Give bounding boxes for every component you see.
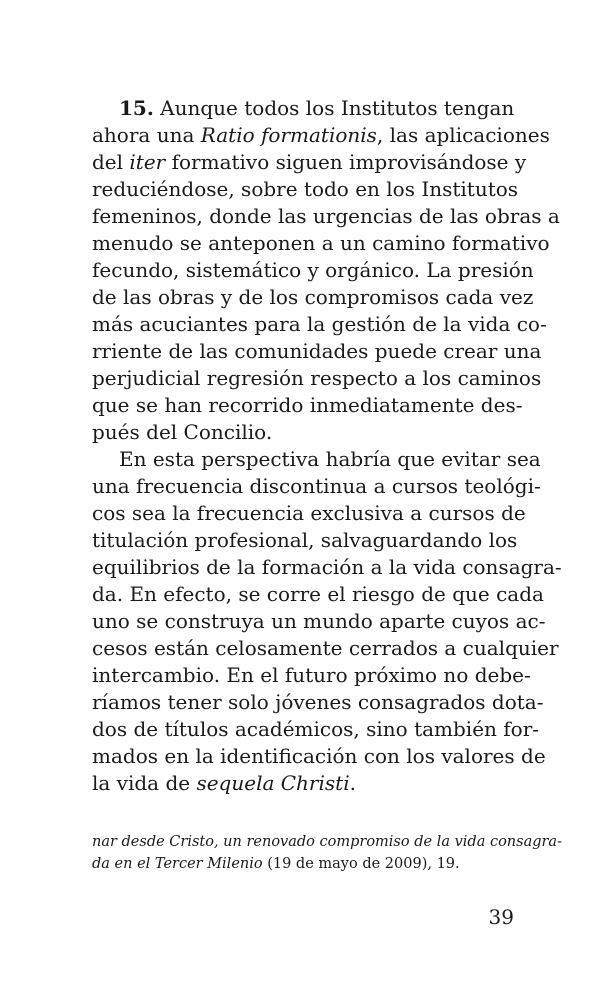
paragraph-2-line-7: uno se construya un mundo aparte cuyos ac- — [92, 609, 546, 633]
paragraph-2-line-2: una frecuencia discontinua a cursos teológi- — [92, 474, 541, 498]
paragraph-2-line-11: dos de títulos académicos, sino también for- — [92, 717, 540, 741]
italic-term: iter — [129, 150, 166, 174]
footnote — [92, 831, 562, 875]
paragraph-2-line-3: cos sea la frecuencia exclusiva a cursos de — [92, 501, 526, 525]
paragraph-2-line-10: ríamos tener solo jóvenes consagrados dota- — [92, 690, 544, 714]
page-number: 39 — [488, 905, 514, 929]
paragraph-1-line-3: del iter formativo siguen improvisándose y — [92, 150, 527, 174]
footnote-line-2: da en el Tercer Milenio (19 de mayo de 2009), 19. — [92, 856, 460, 872]
paragraph-2-line-8: cesos están celosamente cerrados a cualquier — [92, 636, 559, 660]
paragraph-2-line-13: la vida de sequela Christi. — [92, 771, 356, 795]
paragraph-2-line-5: equilibrios de la formación a la vida consagra- — [92, 555, 562, 579]
paragraph-2-line-6: da. En efecto, se corre el riesgo de que cada — [92, 582, 544, 606]
paragraph-1-line-5: femeninos, donde las urgencias de las obras a — [92, 204, 560, 228]
paragraph-1-line-11: perjudicial regresión respecto a los caminos — [92, 366, 542, 390]
main-text — [92, 95, 562, 797]
italic-term: Ratio formationis — [200, 123, 377, 147]
paragraph-1-line-6: menudo se anteponen a un camino formativo — [92, 231, 550, 255]
paragraph-1-line-4: reduciéndose, sobre todo en los Institutos — [92, 177, 519, 201]
paragraph-1-line-8: de las obras y de los compromisos cada vez — [92, 285, 534, 309]
paragraph-2-line-12: mados en la identificación con los valores de — [92, 744, 546, 768]
paragraph-number: 15. — [119, 96, 154, 120]
italic-title: da en el Tercer Milenio — [92, 856, 263, 872]
paragraph-2-line-4: titulación profesional, salvaguardando los — [92, 528, 518, 552]
paragraph-1-line-10: rriente de las comunidades puede crear una — [92, 339, 542, 363]
italic-term: sequela Christi — [196, 771, 350, 795]
paragraph-1-line-12: que se han recorrido inmediatamente des- — [92, 393, 523, 417]
paragraph-2-line-9: intercambio. En el futuro próximo no debe- — [92, 663, 531, 687]
paragraph-2-line-1: En esta perspectiva habría que evitar sea — [119, 447, 541, 471]
paragraph-1-line-9: más acuciantes para la gestión de la vida co- — [92, 312, 547, 336]
paragraph-1-line-7: fecundo, sistemático y orgánico. La presión — [92, 258, 534, 282]
paragraph-1-line-1: 15. Aunque todos los Institutos tengan — [119, 96, 515, 120]
footnote-line-1: nar desde Cristo, un renovado compromiso de la vida consagra- — [92, 834, 562, 850]
paragraph-1-line-13: pués del Concilio. — [92, 420, 273, 444]
paragraph-1-line-2: ahora una Ratio formationis, las aplicaciones — [92, 123, 550, 147]
